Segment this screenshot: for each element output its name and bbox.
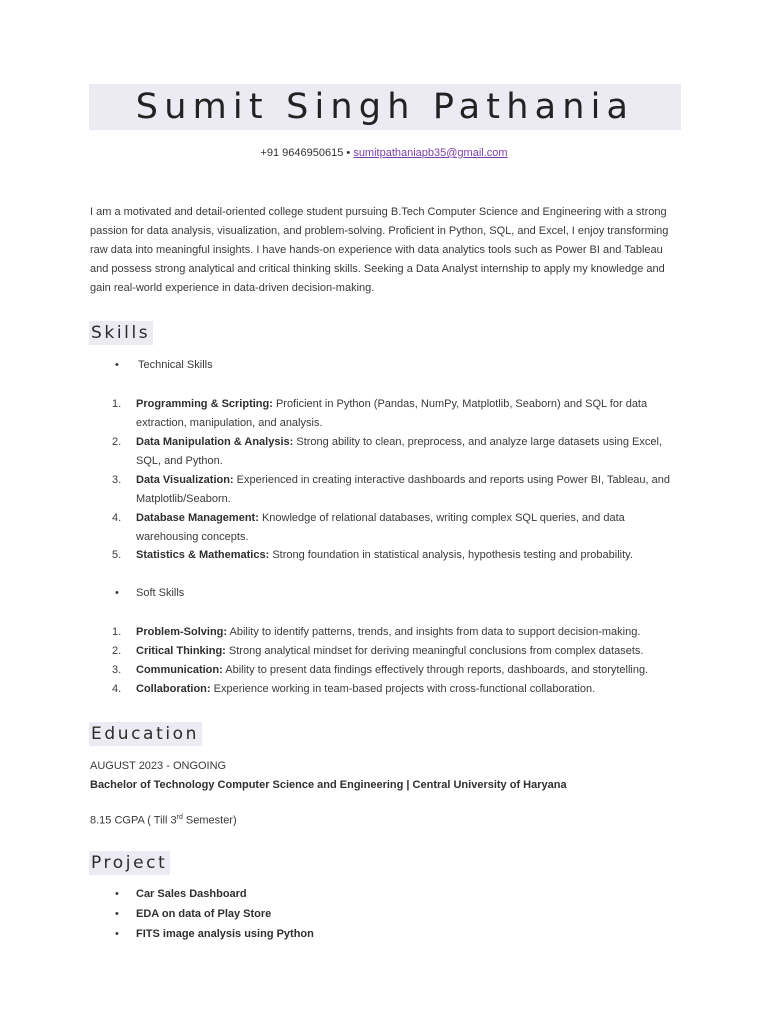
list-number: 3. [112,664,122,676]
skill-item [136,433,671,471]
skill-title: Programming & Scripting: [136,398,273,410]
skill-description: Experience working in team-based projects with cross-functional collaboration. [213,683,596,695]
cgpa-superscript: rd [176,814,183,821]
skill-item [136,661,681,680]
project-bullet: • [115,928,119,940]
skill-title: Collaboration: [136,683,211,695]
contact-separator: • [346,147,351,159]
name-banner [89,84,681,130]
email-link[interactable]: sumitpathaniapb35@gmail.com [353,147,508,159]
skill-description: Proficient in Python (Pandas, NumPy, Matplotlib, Seaborn) and SQL for data extraction, manipulation, and analysis. [136,398,648,429]
list-number: 5. [112,549,122,561]
skill-description: Ability to identify patterns, trends, and insights from data to support decision-making. [229,626,641,638]
skill-item [136,395,671,433]
skill-description: Ability to present data findings effectively through reports, dashboards, and storytelling. [225,664,649,676]
cgpa-suffix: Semester) [182,814,237,827]
skill-title: Data Manipulation & Analysis: [136,436,294,448]
skills-heading: Skills [89,321,153,345]
list-number: 4. [112,512,122,524]
soft-skills-label: Soft Skills [136,587,185,599]
skill-title: Problem-Solving: [136,626,228,638]
candidate-name: Sumit Singh Pathania [135,87,635,127]
skill-item [136,623,681,642]
project-heading: Project [89,851,170,875]
contact-line [0,146,768,160]
education-cgpa [90,808,237,831]
technical-skills-bullet: • [115,359,119,371]
skill-item [136,642,681,661]
skill-item [136,546,671,565]
summary-paragraph: I am a motivated and detail-oriented college student pursuing B.Tech Computer Science and Engineering with a strong passion for data analysis, visualization, and problem-solving. Proficient in Python, SQL, and Excel, I enjoy transforming raw data into meaningful insights. I have hands-on experience with data analytics tools such as Power BI and Tableau and possess strong analytical and critical thinking skills. Seeking a Data Analyst internship to apply my knowledge and gain real-world experience in data-driven decision-making. [90,206,669,294]
skill-description: Strong foundation in statistical analysis, hypothesis testing and probability. [272,549,633,561]
education-heading: Education [89,722,202,746]
skill-title: Database Management: [136,512,259,524]
skill-title: Critical Thinking: [136,645,226,657]
education-degree: Bachelor of Technology Computer Science and Engineering | Central University of Haryana [90,779,567,791]
list-number: 2. [112,436,122,448]
technical-skills-label: Technical Skills [138,359,213,371]
skill-description: Knowledge of relational databases, writing complex SQL queries, and data warehousing concepts. [136,512,625,543]
soft-skills-bullet: • [115,587,119,599]
education-dates: AUGUST 2023 - ONGOING [90,760,227,772]
project-bullet: • [115,888,119,900]
skill-description: Strong ability to clean, preprocess, and analyze large datasets using Excel, SQL, and Python. [136,436,663,467]
skill-title: Communication: [136,664,223,676]
skill-item [136,509,671,547]
skill-item [136,680,681,699]
list-number: 1. [112,398,122,410]
cgpa-prefix: 8.15 CGPA ( Till 3 [90,814,177,827]
list-number: 1. [112,626,122,638]
skill-item [136,471,671,509]
project-item: Car Sales Dashboard [136,888,247,900]
skill-description: Strong analytical mindset for deriving meaningful conclusions from complex datasets. [228,645,644,657]
project-item: EDA on data of Play Store [136,908,272,920]
list-number: 2. [112,645,122,657]
skill-title: Statistics & Mathematics: [136,549,270,561]
phone-number: +91 9646950615 [260,147,344,159]
skill-title: Data Visualization: [136,474,234,486]
list-number: 4. [112,683,122,695]
project-bullet: • [115,908,119,920]
skill-description: Experienced in creating interactive dashboards and reports using Power BI, Tableau, and Matplotlib/Seaborn. [136,474,671,505]
list-number: 3. [112,474,122,486]
project-item: FITS image analysis using Python [136,928,314,940]
